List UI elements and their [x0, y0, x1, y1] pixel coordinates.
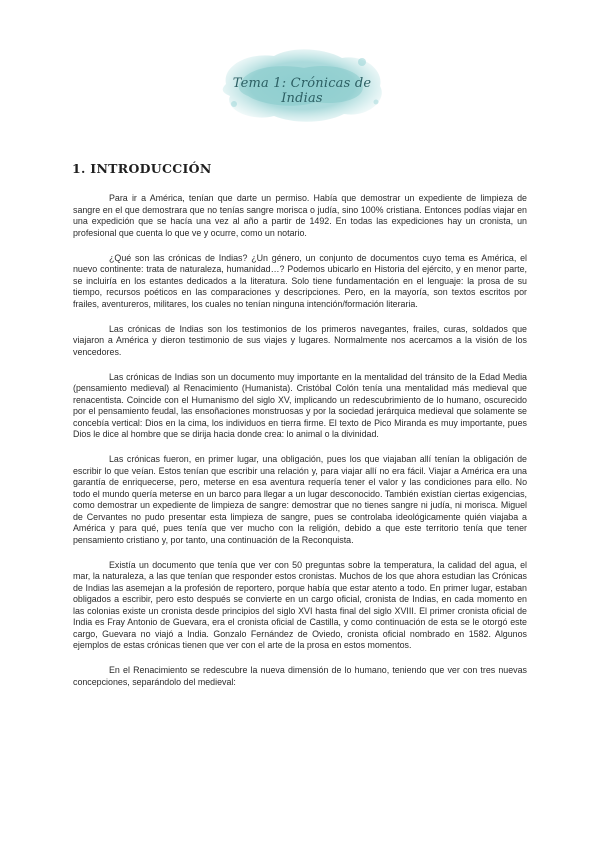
paragraph: Para ir a América, tenían que darte un permiso. Había que demostrar un expediente de limpieza de sangre en el que demostrara que no tenías sangre morisca o judía, sino 100% cristiana. Entonces podías viajar en una expedición que se hacía una vez al año a partir de 1492. En todas las expediciones hay un cronista, un profesional que cuenta lo que ve y ocurre, como un notario. — [73, 193, 527, 238]
paragraph: Las crónicas fueron, en primer lugar, una obligación, pues los que viajaban allí tenían la obligación de escribir lo que veían. Estos tenían que escribir una relación y, para viajar allí no era fácil. Viajar a América era una garantía de enriquecerse, pero, meterse en esa aventura requería tener el valor y las condiciones para ello. No todo el mundo quería meterse en un barco para llegar a un lugar desconocido. También existían ciertas exigencias, como demostrar un expediente de limpieza de sangre: demostrar que no tienes sangre ni judía, ni morisca. Miguel de Cervantes no pudo presentar esta limpieza de sangre, pues se controlaba ideológicamente quién viajaba a América y para qué, pues tenía que ver mucho con la religión, debido a que este territorio tenía que tener pensamiento cristiano y, por tanto, una continuación de la Reconquista. — [73, 454, 527, 545]
section-heading: 1. INTRODUCCIÓN — [72, 161, 212, 176]
paragraph: En el Renacimiento se redescubre la nueva dimensión de lo humano, teniendo que ver con tres nuevas concepciones, separándolo del medieval: — [73, 665, 527, 687]
body-text — [73, 193, 527, 702]
document-title: Tema 1: Crónicas de Indias — [232, 76, 372, 106]
title-banner — [212, 40, 392, 130]
paragraph: ¿Qué son las crónicas de Indias? ¿Un género, un conjunto de documentos cuyo tema es América, el nuevo continente: trata de naturaleza, humanidad…? Podemos ubicarlo en Historia del ejército, y en menor parte, se incluiría en los estantes dedicados a la literatura. Solo tiene fundamentación en el lenguaje: la prosa de su tiempo, recursos poéticos en las comparaciones y descripciones. Pero, en la mayoría, son textos escritos por frailes, aventureros, militares, los cuales no tenían ninguna intención/formación literaria. — [73, 252, 527, 309]
paragraph: Las crónicas de Indias son los testimonios de los primeros navegantes, frailes, curas, soldados que viajaron a América y dieron testimonio de sus viajes y lugares. Normalmente nos acercamos a la visión de los vencedores. — [73, 323, 527, 357]
paragraph: Existía un documento que tenía que ver con 50 preguntas sobre la temperatura, la calidad del agua, el mar, la naturaleza, a las que tenían que responder estos cronistas. Muchos de los que ahora estudian las Crónicas de Indias las asemejan a la profesión de reportero, porque había que estar atento a todo. En primer lugar, estaban obligados a escribir, pero esto después se convierte en un cargo oficial, cronista de Indias, en cada momento en las colonias existe un cronista desde principios del siglo XVI hasta final del siglo XVIII. El primer cronista oficial de India es Fray Antonio de Guevara, era el cronista oficial de Castilla, y como continuación de esta se le otorgó este cargo, Guevara no viajó a India. Gonzalo Fernández de Oviedo, cronista oficial nombrado en 1582. Algunos ejemplos de estas crónicas tienen que ver con el arte de la prosa en estos momentos. — [73, 559, 527, 650]
paragraph: Las crónicas de Indias son un documento muy importante en la mentalidad del tránsito de la Edad Media (pensamiento medieval) al Renacimiento (Humanista). Cristóbal Colón tenía una mentalidad más medieval que renacentista. Coincide con el Humanismo del siglo XV, implicando un redescubrimiento de lo humano, oscurecido por el pensamiento feudal, las ensoñaciones monstruosas y por la sociedad jerárquica medieval que solamente se concebía vertical: Dios en la cima, los individuos en tierra firme. El texto de Pico Miranda es muy importante, pues Dios le dice al hombre que se dirija hacia donde crea: lo animal o la divinidad. — [73, 371, 527, 439]
